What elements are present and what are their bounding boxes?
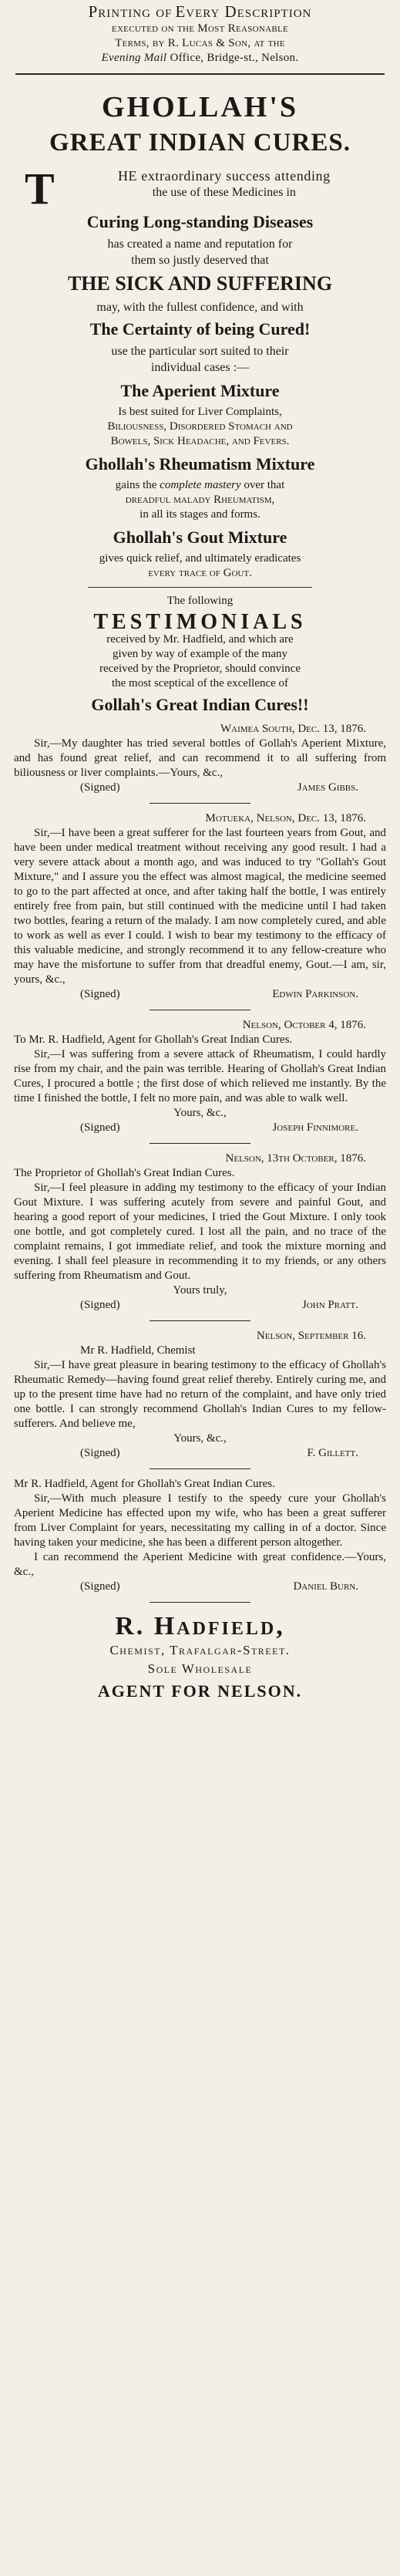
divider [150, 1602, 250, 1603]
divider [150, 1320, 250, 1321]
letter-addressee: Mr R. Hadfield, Chemist [80, 1344, 196, 1357]
divider [88, 587, 312, 588]
letter-place: Waimea South, Dec. 13, 1876. [220, 723, 366, 735]
letter-closing: Yours, &c., [173, 1432, 227, 1445]
rheumatism-section [11, 453, 389, 522]
intro-line: individual cases :— [150, 361, 250, 374]
section-line: in all its stages and forms. [139, 508, 261, 521]
intro-line: received by the Proprietor, should convince [99, 663, 301, 675]
drop-cap: T [25, 164, 55, 214]
letter-addressee: Mr R. Hadfield, Agent for Ghollah's Great Indian Cures. [14, 1478, 275, 1490]
ad-title: GHOLLAH'S [101, 91, 299, 123]
signed-label: (Signed) [80, 781, 120, 794]
printing-notice-line: executed on the Most Reasonable [111, 22, 289, 35]
dealer-role: Sole Wholesale [147, 1661, 253, 1676]
testimonial-letter [11, 1477, 389, 1594]
testimonial-letter [11, 811, 389, 1002]
testimonial-letter [11, 1151, 389, 1313]
printing-notice-line: Every Description [175, 2, 312, 21]
gout-section [11, 527, 389, 581]
printing-notice-line: Office, Bridge-st., Nelson. [170, 52, 299, 64]
letter-addressee: To Mr. R. Hadfield, Agent for Ghollah's Great Indian Cures. [14, 1033, 293, 1046]
divider [150, 1468, 250, 1469]
intro-line: given by way of example of the many [112, 648, 287, 660]
signatory: James Gibbs. [297, 781, 358, 794]
intro-line: received by Mr. Hadfield, and which are [106, 633, 294, 646]
signed-label: (Signed) [80, 1121, 120, 1134]
section-heading: The Aperient Mixture [120, 381, 280, 400]
dealer-agency: AGENT FOR NELSON. [97, 1681, 303, 1701]
section-emphasis: complete mastery [160, 479, 241, 491]
section-line: over that [244, 479, 285, 491]
intro-headline: Curing Long-standing Diseases [86, 212, 314, 231]
letter-place: Nelson, October 4, 1876. [242, 1019, 366, 1031]
intro-line: the most sceptical of the excellence of [111, 677, 289, 690]
letter-body: Sir,—With much pleasure I testify to the speedy cure your Ghollah's Aperient Medicine has effected upon my wife, who has been a great sufferer from Liver Complaint for years, necessitating my calling in of a doctor. Since having taken your medicine, she has been a different person altogether. [14, 1492, 386, 1549]
section-line: dreadful malady Rheumatism, [125, 494, 275, 506]
divider [150, 1143, 250, 1144]
intro-line: has created a name and reputation for [107, 238, 293, 251]
signatory: Joseph Finnimore. [272, 1121, 358, 1134]
intro-line: them so justly deserved that [131, 254, 269, 267]
divider [15, 73, 385, 75]
letter-body: Sir,—I feel pleasure in adding my testimony to the efficacy of your Indian Gout Mixture. I was suffering acutely from severe and painful Gout, and hearing a good report of your medicines, I tried the Gout Mixture. I only took one bottle, and got completely cured. I lost all the pain, and no trace of the complaint remains, I got immediate relief, and took the mixture morning and evening. I shall feel pleasure in recommending it to my friends, or any others suffering from Rheumatism and Gout. [14, 1182, 386, 1282]
letter-body: Sir,—I have great pleasure in bearing testimony to the efficacy of Ghollah's Rheumatic Remedy—having found great relief thereby. Entirely curing me, and up to the present time have had no return of the complaint, and have only tried one bottle. I can strongly recommend Ghollah's Indian Cures to my fellow-sufferers. And believe me, [14, 1359, 386, 1430]
dealer-address: Chemist, Trafalgar-Street. [109, 1643, 291, 1657]
printing-notice-line: Printing of [88, 2, 173, 21]
intro-headline: Gollah's Great Indian Cures!! [91, 695, 309, 714]
letter-body: Sir,—I was suffering from a severe attack of Rheumatism, I could hardly rise from my chair, and the pain was terrible. Hearing of Ghollah's Great Indian Cures, I procured a bottle ; the first dose of which relieved me instantly. By the time I finished the bottle, I felt no more pain, and was able to walk well. [14, 1048, 386, 1104]
section-line: every trace of Gout. [148, 567, 252, 579]
paper-name: Evening Mail [101, 52, 167, 64]
testimonial-letter [11, 1329, 389, 1461]
section-line: gives quick relief, and ultimately eradicates [99, 552, 301, 565]
section-line: Bowels, Sick Headache, and Fevers. [110, 435, 290, 447]
ad-subtitle: GREAT INDIAN CURES. [49, 129, 351, 157]
signatory: F. Gillett. [307, 1447, 358, 1459]
divider [150, 803, 250, 804]
dealer-name: R. Hadfield, [115, 1612, 285, 1640]
letter-body: Sir,—My daughter has tried several bottles of Gollah's Aperient Mixture, and has found great relief, and can recommend it to all suffering from biliousness or liver complaints.—Yours, &c., [14, 737, 386, 779]
section-line: gains the [115, 479, 157, 491]
signatory: Edwin Parkinson. [272, 988, 358, 1000]
signed-label: (Signed) [80, 1447, 120, 1459]
section-heading: Ghollah's Rheumatism Mixture [85, 454, 315, 474]
section-heading: Ghollah's Gout Mixture [113, 528, 287, 547]
testimonial-letter [11, 1018, 389, 1135]
letter-place: Nelson, September 16. [256, 1330, 366, 1342]
letter-addressee: The Proprietor of Ghollah's Great Indian Cures. [14, 1167, 235, 1179]
intro-headline: The Certainty of being Cured! [89, 319, 311, 339]
aperient-section [11, 380, 389, 449]
letter-place: Motueka, Nelson, Dec. 13, 1876. [205, 812, 366, 824]
signed-label: (Signed) [80, 1580, 120, 1593]
intro-line: use the particular sort suited to their [111, 345, 289, 358]
intro-line: may, with the fullest confidence, and with [96, 301, 304, 314]
letter-closing: Yours truly, [173, 1284, 227, 1296]
testimonials-heading: TESTIMONIALS [93, 610, 307, 634]
dealer-block [11, 1612, 389, 1701]
signed-label: (Signed) [80, 988, 120, 1000]
printing-notice-line: Terms, by R. Lucas & Son, at the [115, 37, 285, 49]
letter-closing: Yours, &c., [173, 1107, 227, 1119]
letter-place: Nelson, 13th October, 1876. [225, 1152, 366, 1165]
signatory: John Pratt. [301, 1299, 358, 1311]
letter-body: I can recommend the Aperient Medicine with great confidence.—Yours, &c., [14, 1551, 386, 1578]
intro-block [11, 164, 389, 376]
intro-line: The following [166, 595, 234, 607]
intro-line: the use of these Medicines in [152, 186, 296, 199]
intro-headline: THE SICK AND SUFFERING [67, 272, 333, 295]
letter-body: Sir,—I have been a great sufferer for the last fourteen years from Gout, and have been under medical treatment without receiving any good result. I had a very severe attack about a month ago, and was induced to try "Gollah's Gout Mixture," and I assure you the effect was almost magical, the medicine seemed to go to the part affected at once, and after taking half the bottle, I was entirely entirely free from pain, but still continued with the medicine until I had taken two bottles, fearing a return of the malady. I am now completely cured, and able to work as well as ever I could. I wish to bear my testimony to the efficacy of this valuable medicine, and strongly recommend it to any fellow-creature who may have the misfortune to suffer from that dreadful enemy, Gout.—I am, sir, yours, &c., [14, 827, 386, 986]
testimonials-intro [11, 594, 389, 716]
signatory: Daniel Burn. [293, 1580, 358, 1593]
intro-line: HE extraordinary success attending [117, 168, 331, 184]
section-line: Biliousness, Disordered Stomach and [107, 420, 293, 433]
section-line: Is best suited for Liver Complaints, [118, 406, 282, 418]
testimonial-letter [11, 722, 389, 795]
signed-label: (Signed) [80, 1299, 120, 1311]
printing-notice [11, 2, 389, 66]
